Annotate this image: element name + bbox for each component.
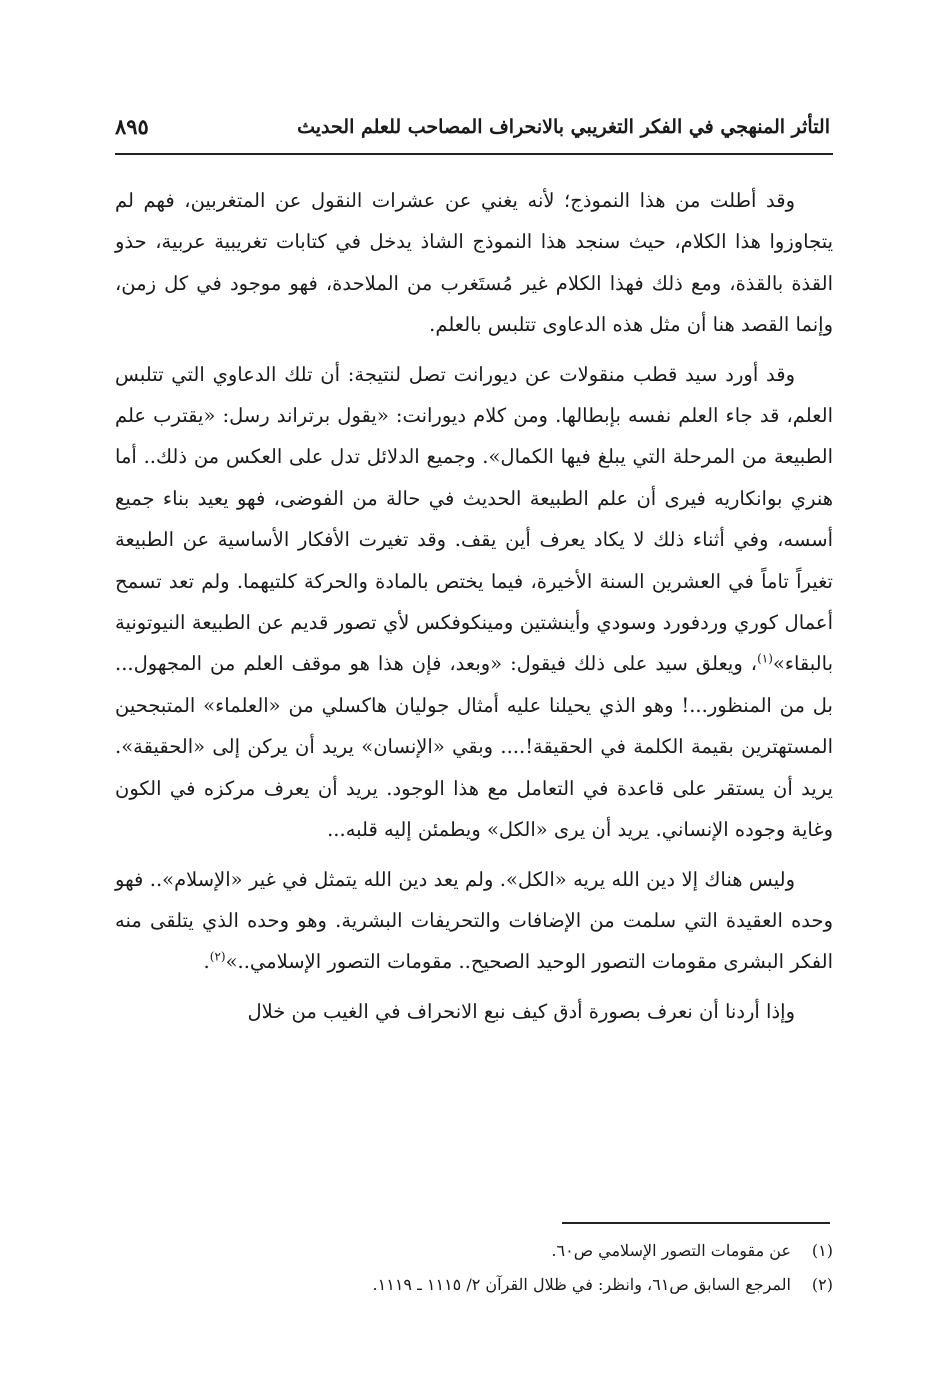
footnote-ref[interactable]: (١) [757,651,773,666]
footnote-text: المرجع السابق ص٦١، وانظر: في ظلال القرآن ٢/ ١١١٥ ـ ١١١٩. [372,1275,791,1294]
paragraph-text: وقد أورد سيد قطب منقولات عن ديورانت تصل لنتيجة: أن تلك الدعاوي التي تتلبس العلم، قد جاء العلم نفسه بإبطالها. ومن كلام ديورانت: «يقول برتراند رسل: «يقترب علم الطبيعة من المرحلة التي يبلغ فيها الكمال». وجميع الدلائل تدل على العكس من ذلك.. أما هنري بوانكاريه فيرى أن علم الطبيعة الحديث في حالة من الفوضى، فهو يعيد بناء جميع أسسه، وفي أثناء ذلك لا يكاد يعرف أين يقف. وقد تغيرت الأفكار الأساسية عن الطبيعة تغيراً تاماً في العشرين السنة الأخيرة، فيما يختص بالمادة والحركة كلتيهما. ولم تعد تسمح أعمال كوري وردفورد وسودي وأينشتين ومينكوفكس لأي تصور قديم عن الطبيعة النيوتونية بالبقاء» [115,362,833,676]
body-text [115,180,833,1040]
paragraph-text: . [203,950,210,974]
paragraph: وإذا أردنا أن نعرف بصورة أدق كيف نبع الانحراف في الغيب من خلال [247,999,795,1023]
footnote-number: (٢) [811,1275,833,1294]
page-number: ٨٩٥ [115,114,149,139]
header-divider [115,153,833,155]
footnote-text: عن مقومات التصور الإسلامي ص٦٠. [551,1241,791,1260]
running-title: التأثر المنهجي في الفكر التغريبي بالانحراف المصاحب للعلم الحديث [297,116,830,138]
footnote-number: (١) [811,1241,833,1260]
footnote-item [115,1234,833,1268]
paragraph: وقد أطلت من هذا النموذج؛ لأنه يغني عن عشرات النقول عن المتغربين، فهم لم يتجاوزوا هذا الكلام، حيث سنجد هذا النموذج الشاذ يدخل في كتابات تغريبية عربية، حذو القذة بالقذة، ومع ذلك فهذا الكلام غير مُستَغرب من الملاحدة، فهو موجود في كل زمن، وإنما القصد هنا أن مثل هذه الدعاوى تتلبس بالعلم. [115,189,833,337]
footnotes [115,1234,833,1302]
paragraph [115,859,833,983]
footnote-divider [562,1222,830,1224]
paragraph [115,354,833,851]
paragraph-text: وليس هناك إلا دين الله يريه «الكل». ولم يعد دين الله يتمثل في غير «الإسلام».. فهو وحده العقيدة التي سلمت من الإضافات والتحريفات البشرية. وهو وحده الذي يتلقى منه الفكر البشرى مقومات التصور الوحيد الصحيح.. مقومات التصور الإسلامي..» [115,867,833,974]
paragraph-text: ، ويعلق سيد على ذلك فيقول: «وبعد، فإن هذا هو موقف العلم من المجهول... بل من المنظور...! وهو الذي يحيلنا عليه أمثال جوليان هاكسلي من «العلماء» المتبجحين المستهترين بقيمة الكلمة في الحقيقة!.... وبقي «الإنسان» يريد أن يركن إلى «الحقيقة». يريد أن يستقر على قاعدة في التعامل مع هذا الوجود. يريد أن يعرف مركزه في الكون وغاية وجوده الإنساني. يريد أن يرى «الكل» ويطمئن إليه قلبه... [115,652,833,842]
footnote-ref[interactable]: (٢) [209,949,226,964]
running-header [115,112,830,148]
footnote-item [115,1268,833,1302]
